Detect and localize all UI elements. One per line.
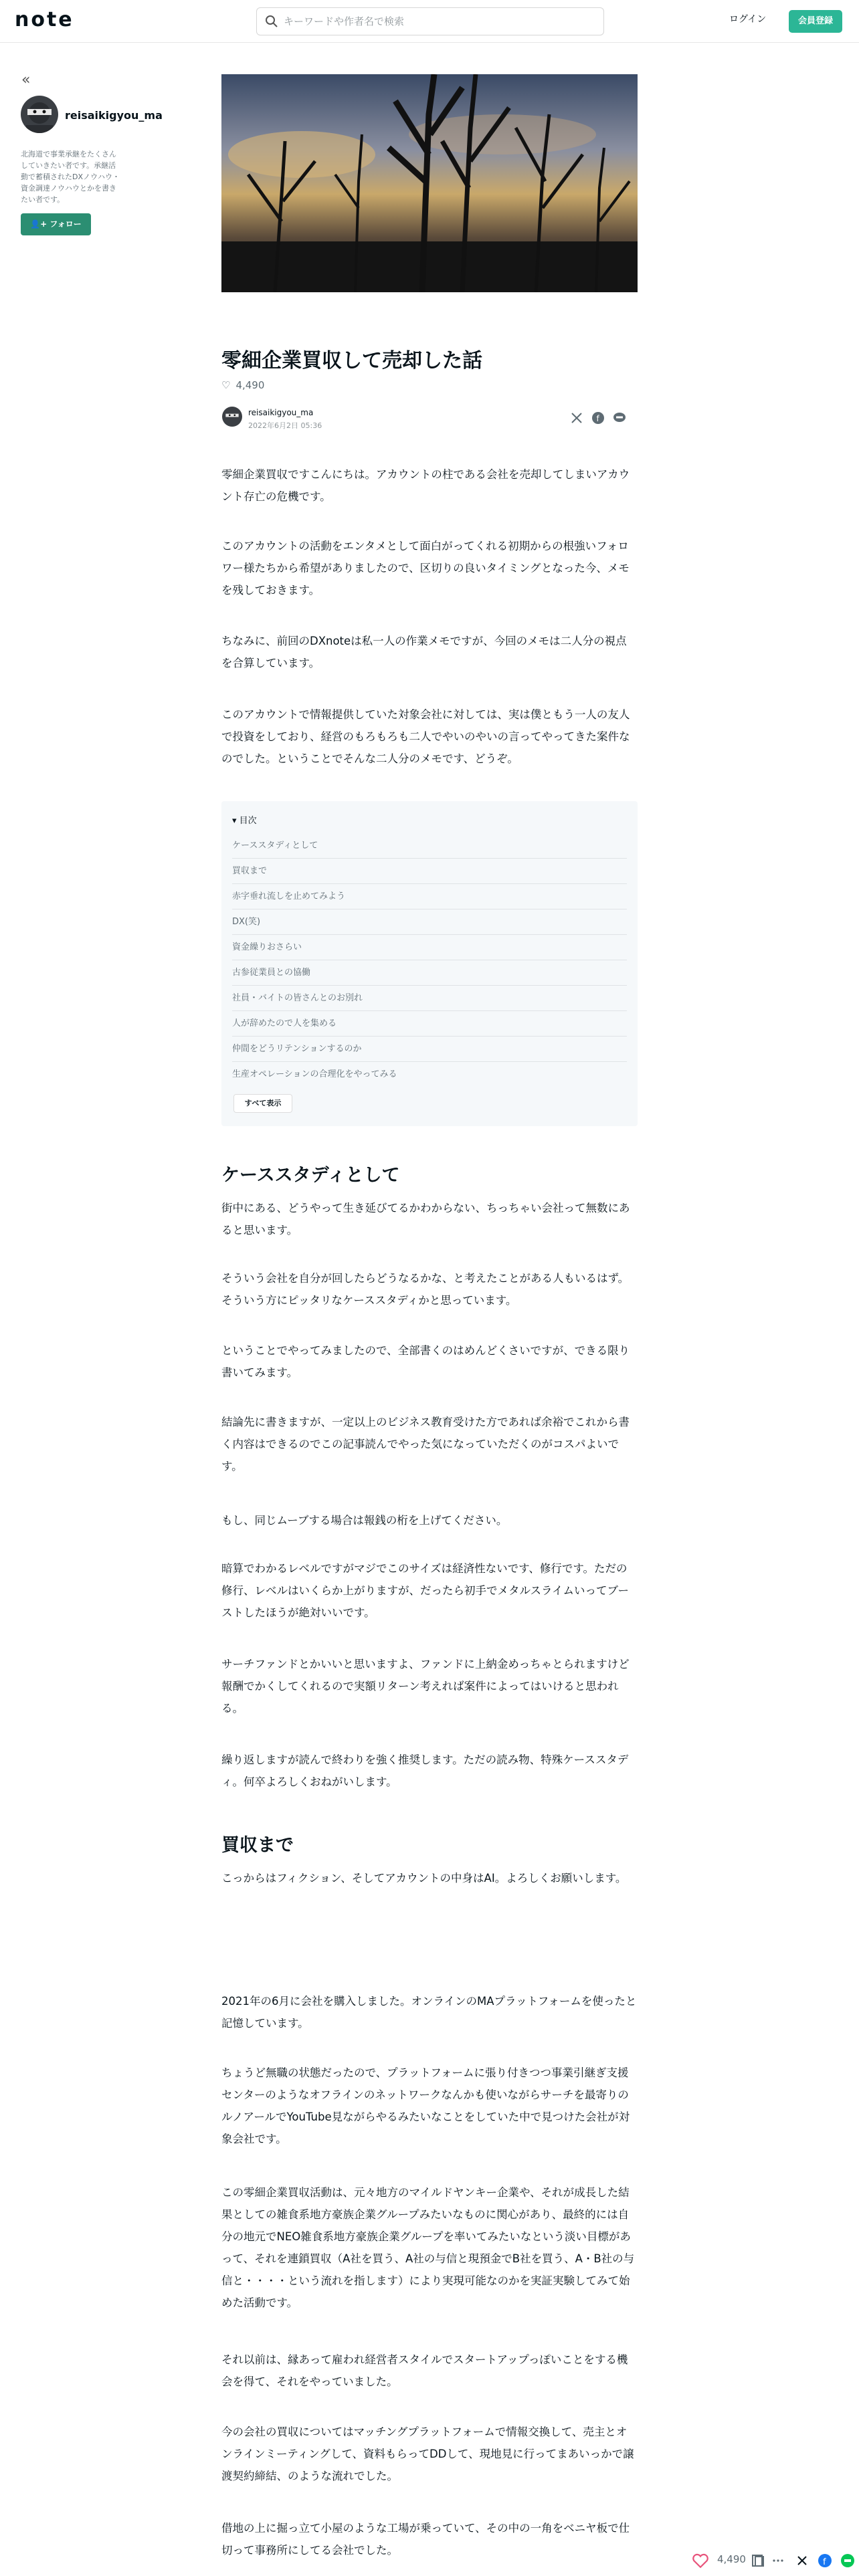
floating-action-bar bbox=[682, 2549, 859, 2576]
meta-author-name[interactable]: reisaikigyou_ma bbox=[248, 408, 314, 417]
site-header bbox=[0, 0, 859, 43]
toc-item[interactable]: 古参従業員との協働 bbox=[232, 960, 627, 986]
intro-p1: 零細企業買収ですこんにちは。アカウントの柱である会社を売却してしまいアカウント存亡の危機です。 bbox=[221, 468, 630, 503]
body-paragraph: 2021年の6月に会社を購入しました。オンラインのMAプラットフォームを使ったと記憶しています。 bbox=[221, 1995, 637, 2030]
facebook-share-icon[interactable] bbox=[818, 2553, 832, 2568]
like-count-value: 4,490 bbox=[235, 379, 265, 391]
signup-button[interactable]: 会員登録 bbox=[789, 10, 842, 33]
body-paragraph: 繰り返しますが読んで終わりを強く推奨します。ただの読み物、特殊ケーススタディ。何卒よろしくおねがいします。 bbox=[221, 1753, 629, 1788]
body-paragraph: 今の会社の買収についてはマッチングプラットフォームで情報交換して、売主とオンラインミーティングして、資料もらってDDして、現地見に行ってまあいっかで譲渡契約締結、のような流れでした。 bbox=[221, 2426, 634, 2482]
intro-p3: ちなみに、前回のDXnoteは私一人の作業メモですが、今回のメモは二人分の視点を合算しています。 bbox=[221, 635, 627, 669]
follow-label: フォロー bbox=[50, 219, 82, 229]
section-heading: ケーススタディとして bbox=[221, 1165, 400, 1186]
search-input[interactable] bbox=[284, 8, 598, 35]
line-share-icon[interactable] bbox=[613, 411, 626, 425]
body-paragraph: 結論先に書きますが、一定以上のビジネス教育受けた方であれば余裕でこれから書く内容はできるのでこの記事読んでやった気になっていただくのがコスパよいです。 bbox=[221, 1416, 630, 1473]
body-paragraph: ちょうど無職の状態だったので、プラットフォームに張り付きつつ事業引継ぎ支援センターのようなオフラインのネットワークなんかも使いながらサーチを最寄りのルノアールでYouTube見ながらやるみたいなことをしていた中で見つけた会社が対象会社です。 bbox=[221, 2066, 630, 2145]
toc-item[interactable]: ケーススタディとして bbox=[232, 833, 627, 859]
toc-item[interactable]: DX(笑) bbox=[232, 909, 627, 935]
follow-button[interactable] bbox=[21, 213, 91, 235]
heart-icon[interactable] bbox=[692, 2552, 709, 2569]
toc-item[interactable]: 社員・バイトの皆さんとのお別れ bbox=[232, 986, 627, 1011]
hero-image bbox=[221, 74, 638, 292]
x-share-icon[interactable] bbox=[796, 2555, 808, 2567]
body-paragraph: この零細企業買収活動は、元々地方のマイルドヤンキー企業や、それが成長した結果としての雑食系地方豪族企業グループみたいなものに関心があり、最終的には自分の地元でNEO雑食系地方豪族企業グループを率いてみたいなという淡い目標があって、それを連鎖買収（A社を買う、A社の与信と現預金でB社を買う、A・B社の与信と・・・・という流れを指します）により実現可能なのかを実証実験してみて始めた活動です。 bbox=[221, 2186, 635, 2309]
like-count-value: 4,490 bbox=[717, 2553, 746, 2565]
add-user-icon: 👤+ bbox=[30, 219, 47, 229]
body-paragraph: 借地の上に掘っ立て小屋のような工場が乗っていて、その中の一角をベニヤ板で仕切って事務所にしてる会社でした。 bbox=[221, 2522, 630, 2557]
toc-item[interactable]: 買収まで bbox=[232, 859, 627, 884]
body-paragraph: それ以前は、縁あって雇われ経営者スタイルでスタートアップっぽいことをする機会を得て、それをやっていました。 bbox=[221, 2353, 628, 2388]
meta-author-avatar[interactable] bbox=[222, 407, 242, 427]
svg-text:f: f bbox=[596, 414, 599, 423]
toc-toggle[interactable]: ▾ 目次 bbox=[232, 816, 257, 826]
body-paragraph: ということでやってみましたので、全部書くのはめんどくさいですが、できる限り書いてみます。 bbox=[221, 1344, 630, 1379]
toc-item[interactable]: 人が辞めたので人を集める bbox=[232, 1011, 627, 1037]
search-box[interactable] bbox=[256, 7, 604, 35]
toc-item[interactable]: 資金繰りおさらい bbox=[232, 935, 627, 960]
toc-item[interactable]: 生産オペレーションの合理化をやってみる bbox=[232, 1069, 397, 1079]
publish-date: 2022年6月2日 05:36 bbox=[248, 421, 322, 430]
body-paragraph: 暗算でわかるレベルですがマジでこのサイズは経済性ないです、修行です。ただの修行、レベルはいくらか上がりますが、だったら初手でメタルスライムいってブーストしたほうが絶対いいです。 bbox=[221, 1562, 630, 1619]
body-paragraph: そういう会社を自分が回したらどうなるかな、と考えたことがある人もいるはず。そういう方にピッタリなケーススタディかと思っています。 bbox=[221, 1272, 630, 1307]
like-count[interactable] bbox=[221, 379, 264, 391]
intro-p2: このアカウントの活動をエンタメとして面白がってくれる初期からの根強いフォロワー様たちから希望がありましたので、区切りの良いタイミングとなった今、メモを残しておきます。 bbox=[221, 540, 630, 597]
line-share-icon[interactable] bbox=[840, 2553, 855, 2568]
table-of-contents bbox=[221, 801, 638, 1126]
body-paragraph: もし、同じムーブする場合は報銭の桁を上げてください。 bbox=[221, 1514, 508, 1527]
toc-item[interactable]: 赤字垂れ流しを止めてみよう bbox=[232, 884, 627, 909]
intro-p4: このアカウントで情報提供していた対象会社に対しては、実は僕ともう一人の友人で投資をしており、経営のもろもろも二人でやいのやいの言ってやってきた案件なのでした。ということでそんな二人分のメモです、どうぞ。 bbox=[221, 708, 630, 765]
toc-title: 目次 bbox=[239, 816, 257, 826]
body-paragraph: サーチファンドとかいいと思いますよ、ファンドに上納金めっちゃとられますけど報酬でかくしてくれるので実額リターン考えれば案件によってはいけると思われる。 bbox=[221, 1658, 630, 1715]
article-title: 零細企業買収して売却した話 bbox=[221, 349, 482, 372]
more-icon[interactable] bbox=[772, 2555, 784, 2567]
search-icon bbox=[265, 15, 278, 28]
heart-icon[interactable]: ♡ bbox=[221, 379, 231, 391]
magazine-icon[interactable] bbox=[751, 2553, 765, 2568]
body-paragraph: こっからはフィクション、そしてアカウントの中身はAI。よろしくお願いします。 bbox=[221, 1872, 627, 1885]
author-avatar[interactable] bbox=[21, 96, 58, 133]
svg-text:f: f bbox=[823, 2557, 826, 2567]
section-heading: 買収まで bbox=[221, 1835, 294, 1856]
x-share-icon[interactable] bbox=[570, 411, 583, 425]
login-link[interactable]: ログイン bbox=[729, 14, 767, 25]
note-logo[interactable]: note bbox=[15, 8, 74, 31]
author-bio: 北海道で事業承継をたくさんしていきたい者です。承継活動で蓄積されたDXノウハウ・資金調達ノウハウとかを書きたい者です。 bbox=[21, 150, 120, 204]
toc-show-all-button[interactable]: すべて表示 bbox=[233, 1094, 292, 1113]
author-name[interactable]: reisaikigyou_ma bbox=[65, 109, 163, 122]
toc-item[interactable]: 仲間をどうリテンションするのか bbox=[232, 1037, 627, 1062]
facebook-share-icon[interactable] bbox=[591, 411, 605, 425]
collapse-sidebar-icon[interactable]: « bbox=[21, 72, 31, 88]
body-paragraph: 街中にある、どうやって生き延びてるかわからない、ちっちゃい会社って無数にあると思います。 bbox=[221, 1202, 630, 1237]
